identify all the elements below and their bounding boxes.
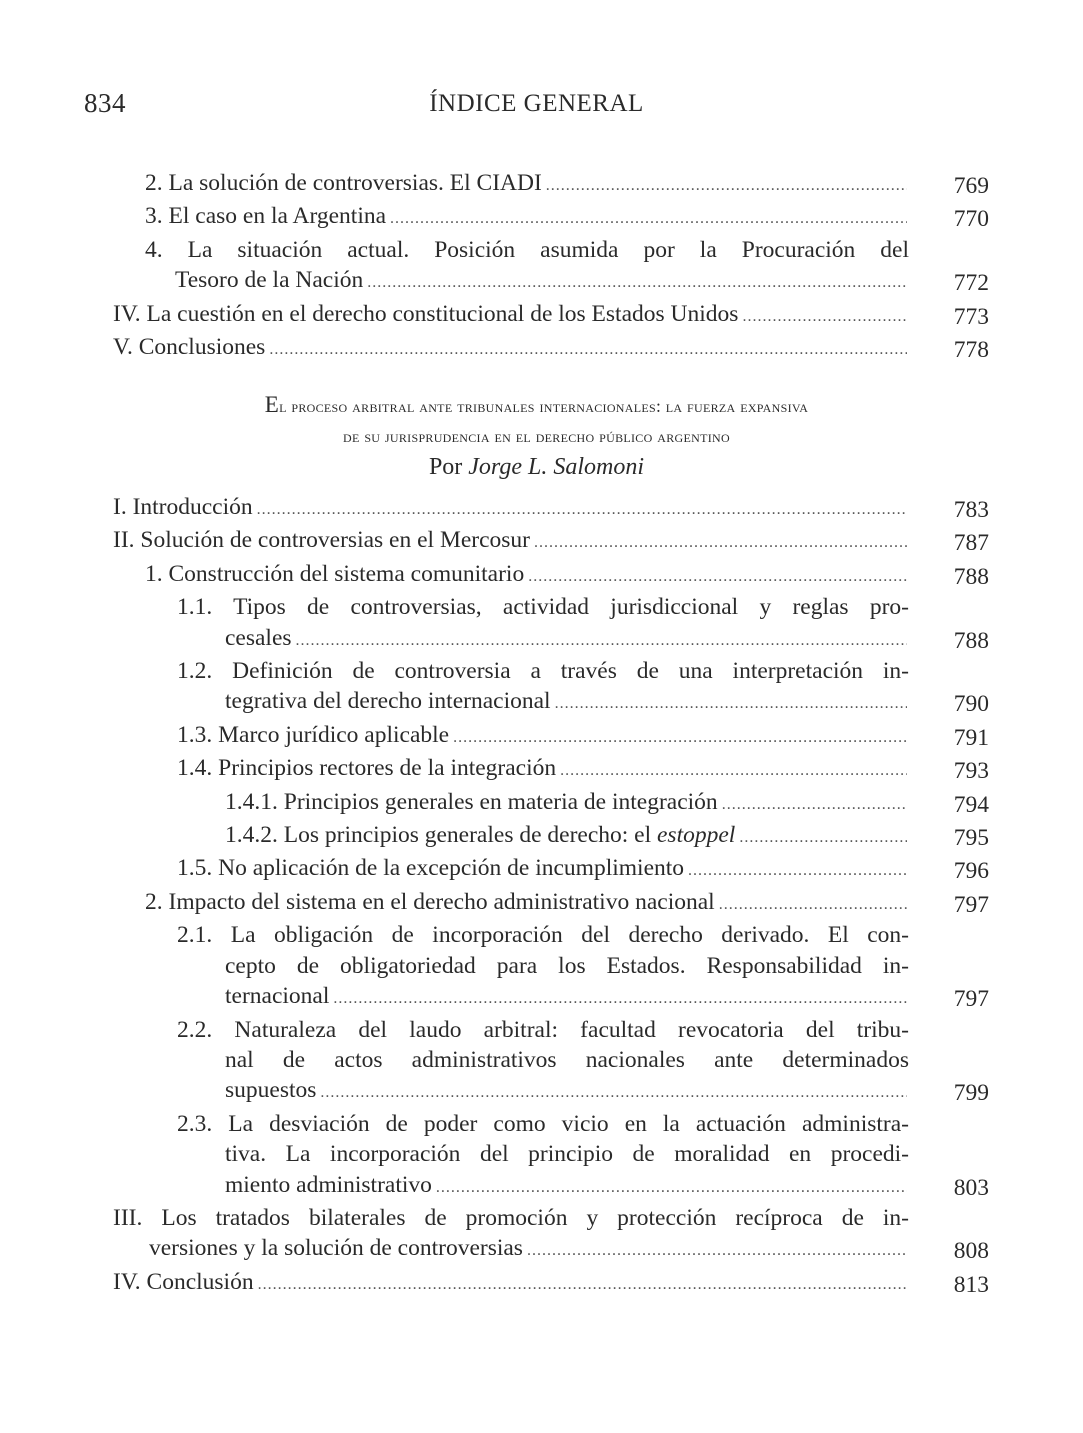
toc-entry-text: miento administrativo	[225, 1171, 432, 1198]
dot-leader	[258, 1270, 907, 1300]
dot-leader	[453, 723, 907, 753]
toc-page-number: 794	[953, 791, 989, 818]
toc-entry	[113, 168, 989, 201]
toc-page-number: 795	[953, 825, 989, 852]
dot-leader	[742, 302, 907, 332]
dot-leader	[688, 856, 907, 886]
dot-leader	[719, 890, 907, 920]
dot-leader	[546, 171, 907, 201]
toc-entry-text: I. Introducción	[113, 494, 253, 520]
toc-entry	[113, 525, 989, 558]
toc-entry-text: 2. Impacto del sistema en el derecho administrativo nacional	[145, 888, 715, 915]
toc-page-number: 783	[953, 497, 989, 523]
dot-leader	[390, 204, 907, 234]
dot-leader	[269, 335, 907, 365]
toc-section-previous-chapter	[113, 168, 989, 365]
toc-entry	[113, 1203, 989, 1267]
toc-page-number: 788	[953, 627, 989, 654]
toc-entry-text: cesales	[225, 624, 292, 651]
running-title: ÍNDICE GENERAL	[429, 90, 644, 117]
dot-leader	[257, 495, 907, 525]
author-name: Jorge L. Salomoni	[468, 454, 645, 480]
toc-entry	[113, 656, 989, 720]
toc-entry	[113, 753, 989, 786]
toc-page-number: 813	[953, 1271, 989, 1298]
toc-entry	[113, 559, 989, 592]
dot-leader	[320, 1078, 907, 1108]
toc-page-number: 773	[953, 303, 989, 330]
toc-entry-text: III. Los tratados bilaterales de promoción y protección recíproca de in-	[113, 1204, 909, 1231]
toc-entry	[113, 492, 989, 525]
toc-entry-text: 1.2. Definición de controversia a través de una interpretación in-	[177, 658, 909, 685]
toc-page-number: 772	[953, 270, 989, 297]
toc-entry-text: II. Solución de controversias en el Mercosur	[113, 527, 530, 554]
toc-page-number: 769	[953, 173, 989, 199]
toc-entry-text: cepto de obligatoriedad para los Estados. Responsabilidad in-	[225, 952, 909, 979]
toc-entry-text: IV. Conclusión	[113, 1268, 254, 1295]
toc-entry-text: IV. La cuestión en el derecho constitucional de los Estados Unidos	[113, 300, 739, 327]
toc-entry-text: 2. La solución de controversias. El CIADI	[145, 170, 542, 196]
toc-entry-text: versiones y la solución de controversias	[149, 1235, 523, 1262]
toc-page-number: 791	[953, 724, 989, 751]
toc-page-number: 797	[953, 986, 989, 1013]
dot-leader	[367, 268, 907, 298]
toc-entry	[113, 920, 989, 1014]
toc-entry-text: supuestos	[225, 1077, 317, 1104]
toc-entry	[113, 887, 989, 920]
toc-entry	[113, 720, 989, 753]
toc-page-number: 808	[953, 1238, 989, 1265]
toc-entry	[113, 1015, 989, 1109]
toc-entry-text: 2.2. Naturaleza del laudo arbitral: facultad revocatoria del tribu-	[177, 1016, 909, 1043]
toc-entry	[113, 853, 989, 886]
toc-entry-text: tiva. La incorporación del principio de moralidad en procedi-	[225, 1141, 909, 1168]
toc-entry-text: 1.3. Marco jurídico aplicable	[177, 721, 450, 748]
dot-leader	[560, 756, 907, 786]
toc-entry-text: ternacional	[225, 983, 330, 1010]
toc-section-chapter	[113, 492, 989, 1300]
toc-entry	[113, 1109, 989, 1203]
toc-page-number: 790	[953, 691, 989, 718]
toc-entry-text: 1.1. Tipos de controversias, actividad jurisdiccional y reglas pro-	[177, 594, 909, 621]
chapter-title: El proceso arbitral ante tribunales internacionales: la fuerza expansiva	[264, 392, 809, 417]
toc-entry-text	[225, 820, 735, 850]
dot-leader	[739, 823, 907, 853]
chapter-heading	[84, 390, 989, 483]
dot-leader	[333, 984, 907, 1014]
toc-page-number: 803	[953, 1174, 989, 1201]
toc-entry	[113, 201, 989, 234]
toc-entry-text: 2.3. La desviación de poder como vicio en la actuación administra-	[177, 1110, 909, 1137]
toc-entry-text: 1.4.1. Principios generales en materia de integración	[225, 788, 718, 815]
toc-entry-text: 1.4. Principios rectores de la integración	[177, 755, 557, 782]
chapter-author	[84, 451, 989, 483]
author-prefix: Por	[428, 454, 463, 480]
toc-entry-text-roman: 1.4.2. Los principios generales de derecho: el	[225, 822, 652, 849]
toc-entry-text: 4. La situación actual. Posición asumida por la Procuración del	[145, 236, 909, 263]
toc-entry-text: Tesoro de la Nación	[175, 267, 364, 294]
toc-entry	[113, 332, 989, 365]
dot-leader	[527, 1236, 907, 1266]
toc-entry	[113, 787, 989, 820]
toc-page-number: 797	[953, 891, 989, 918]
chapter-title-continued: de su jurisprudencia en el derecho público argentino	[343, 426, 730, 446]
toc-entry-text: 1. Construcción del sistema comunitario	[145, 560, 525, 587]
dot-leader	[528, 562, 907, 592]
toc-entry	[113, 592, 989, 656]
toc-page-number: 778	[953, 337, 989, 364]
dot-leader	[534, 528, 907, 558]
toc-entry-text: 2.1. La obligación de incorporación del derecho derivado. El con-	[177, 922, 909, 949]
toc-page-number: 770	[953, 206, 989, 233]
dot-leader	[436, 1173, 907, 1203]
toc-page-number: 788	[953, 563, 989, 590]
toc-entry-text: nal de actos administrativos nacionales ante determinados	[225, 1046, 909, 1073]
toc-entry	[113, 1267, 989, 1300]
toc-entry-text: 1.5. No aplicación de la excepción de incumplimiento	[177, 855, 685, 882]
toc-entry	[113, 820, 989, 853]
toc-entry-text-italic: estoppel	[657, 822, 736, 849]
toc-entry	[113, 235, 989, 299]
toc-entry-text: V. Conclusiones	[113, 334, 266, 361]
toc-page-number: 787	[953, 530, 989, 557]
toc-page-number: 796	[953, 858, 989, 885]
page-header	[84, 88, 989, 124]
toc-entry-text: tegrativa del derecho internacional	[225, 688, 551, 715]
dot-leader	[722, 790, 907, 820]
page-number: 834	[84, 88, 126, 118]
toc-page-number: 793	[953, 758, 989, 785]
toc-entry-text: 3. El caso en la Argentina	[145, 203, 387, 230]
toc-page-number: 799	[953, 1080, 989, 1107]
dot-leader	[296, 626, 907, 656]
toc-entry	[113, 299, 989, 332]
dot-leader	[555, 689, 907, 719]
